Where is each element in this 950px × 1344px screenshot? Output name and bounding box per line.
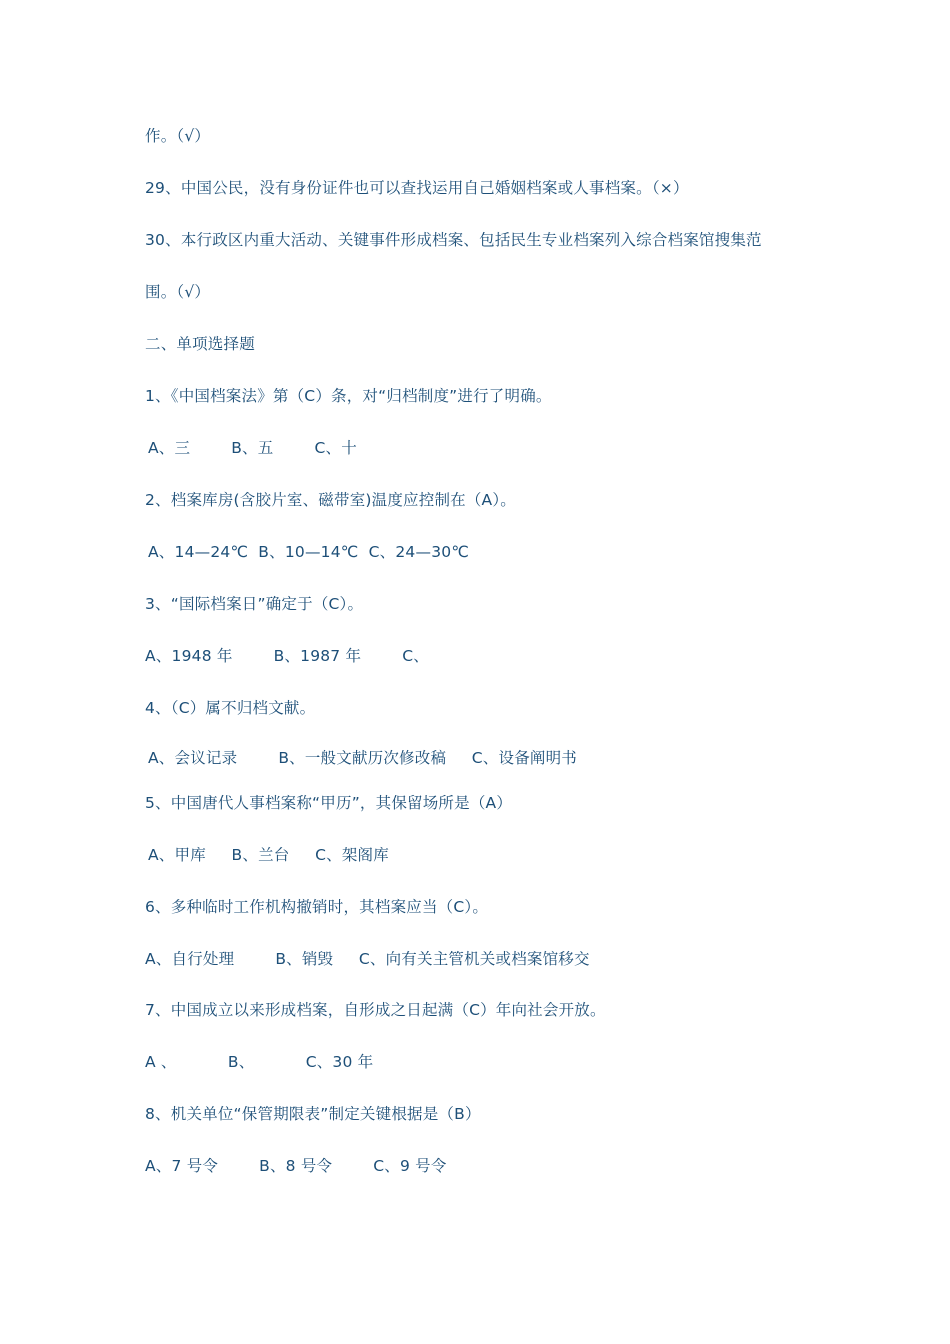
choice-question-6: 6、多种临时工作机构撤销时，其档案应当（C）。 <box>145 898 489 916</box>
choice-question-8: 8、机关单位“保管期限表”制定关键根据是（B） <box>145 1105 481 1123</box>
choice-question-5-options: A、甲库 B、兰台 C、架阁库 <box>148 846 389 864</box>
choice-question-7: 7、中国成立以来形成档案，自形成之日起满（C）年向社会开放。 <box>145 1001 606 1019</box>
choice-question-4-options: A、会议记录 B、一般文献历次修改稿 C、设备阐明书 <box>148 749 578 767</box>
choice-question-8-options: A、7 号令 B、8 号令 C、9 号令 <box>145 1157 447 1175</box>
section-heading-single-choice: 二、单项选择题 <box>145 335 255 353</box>
choice-question-1: 1、《中国档案法》第（C）条，对“归档制度”进行了明确。 <box>145 387 552 405</box>
question-29: 29、中国公民，没有身份证件也可以查找运用自己婚姻档案或人事档案。（×） <box>145 179 689 197</box>
choice-question-5: 5、中国唐代人事档案称“甲历”，其保留场所是（A） <box>145 794 513 812</box>
question-30: 30、本行政区内重大活动、关键事件形成档案、包括民生专业档案列入综合档案馆搜集范 <box>145 231 762 249</box>
choice-question-1-options: A、三 B、五 C、十 <box>148 439 357 457</box>
choice-question-2: 2、档案库房(含胶片室、磁带室)温度应控制在（A）。 <box>145 491 517 509</box>
question-30-continuation: 围。（√） <box>145 283 211 301</box>
choice-question-3-options: A、1948 年 B、1987 年 C、 <box>145 647 429 665</box>
choice-question-2-options: A、14—24℃ B、10—14℃ C、24—30℃ <box>148 543 469 561</box>
choice-question-3: 3、“国际档案日”确定于（C）。 <box>145 595 364 613</box>
choice-question-6-options: A、自行处理 B、销毁 C、向有关主管机关或档案馆移交 <box>145 950 590 968</box>
choice-question-4: 4、（C）属不归档文献。 <box>145 699 316 717</box>
choice-question-7-options: A 、 B、 C、30 年 <box>145 1053 374 1071</box>
text-line-continuation-28: 作。（√） <box>145 127 211 145</box>
